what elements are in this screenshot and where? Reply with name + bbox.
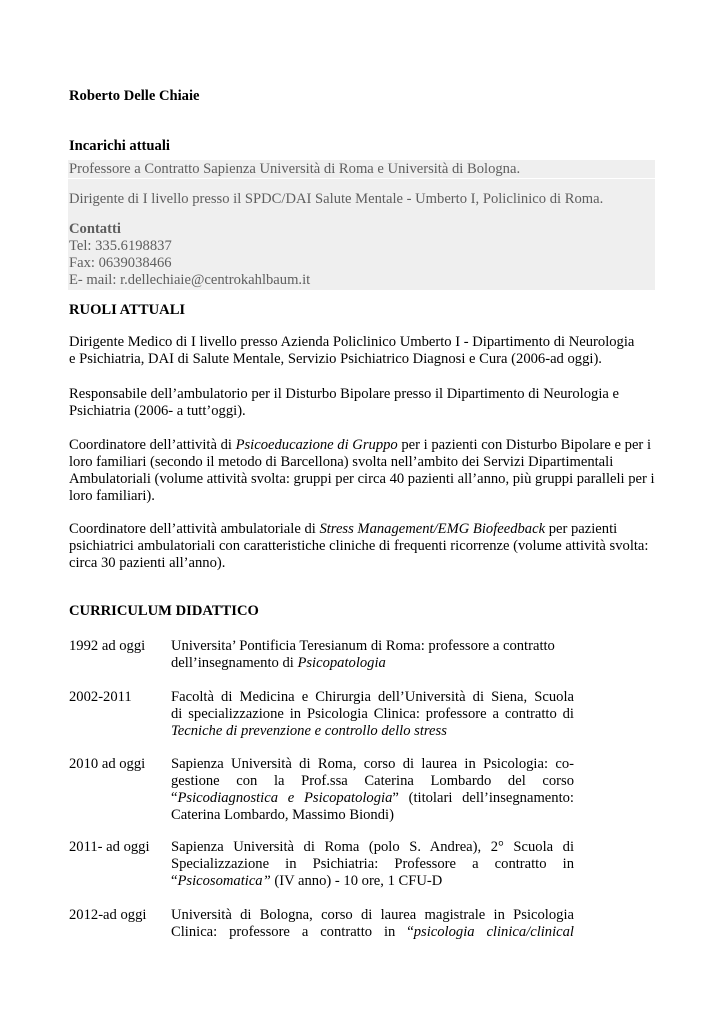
contatti-fax: Fax: 0639038466: [69, 255, 172, 271]
contatti-tel: Tel: 335.6198837: [69, 238, 172, 254]
author-name: Roberto Delle Chiaie: [69, 88, 200, 104]
cv-entry-3-year: 2010 ad oggi: [69, 756, 146, 772]
ruoli-p2-line-1: Responsabile dell’ambulatorio per il Disturbo Bipolare presso il Dipartimento di Neurologia e: [69, 386, 619, 402]
ruoli-p1-line-1: Dirigente Medico di I livello presso Azienda Policlinico Umberto I - Dipartimento di Neurologia: [69, 334, 635, 350]
ruoli-paragraph-3: [69, 437, 657, 505]
incarichi-line-1: Professore a Contratto Sapienza Università di Roma e Università di Bologna.: [69, 161, 521, 177]
contatti-email: E- mail: r.dellechiaie@centrokahlbaum.it: [69, 272, 311, 288]
ruoli-paragraph-4: [69, 521, 657, 572]
cv-entry-1-year: 1992 ad oggi: [69, 638, 146, 654]
ruoli-p3-line-4: loro familiari).: [69, 488, 155, 504]
cv-entry-5-year: 2012-ad oggi: [69, 907, 147, 923]
incarichi-line-2: Dirigente di I livello presso il SPDC/DAI Salute Mentale - Umberto I, Policlinico di Roma.: [69, 191, 604, 207]
ruoli-p1-line-2: e Psichiatria, DAI di Salute Mentale, Servizio Psichiatrico Diagnosi e Cura (2006-ad oggi).: [69, 351, 602, 367]
ruoli-p2-line-2: Psichiatria (2006- a tutt’oggi).: [69, 403, 246, 419]
contatti-title: Contatti: [69, 221, 121, 237]
cv-entry-4-text: Sapienza Università di Roma (polo S. Andrea), 2° Scuola di Specializzazione in Psichiatria: Professore a contratto in “Psicosomatica” (IV anno) - 10 ore, 1 CFU-D: [171, 839, 574, 889]
ruoli-paragraph-2: [69, 386, 657, 420]
curriculum-title: CURRICULUM DIDATTICO: [69, 603, 259, 619]
cv-entry-2-year: 2002-2011: [69, 689, 132, 705]
ruoli-p4-line-1: Coordinatore dell’attività ambulatoriale di Stress Management/EMG Biofeedback per pazienti: [69, 521, 618, 537]
cv-entry-5-text: Università di Bologna, corso di laurea magistrale in Psicologia Clinica: professore a contratto in “psicologia clinica/clinical: [171, 907, 574, 940]
cv-entry-4-year: 2011- ad oggi: [69, 839, 150, 855]
cv-entry-3-text: Sapienza Università di Roma, corso di laurea in Psicologia: co- gestione con la Prof.ssa Caterina Lombardo del corso “Psicodiagnostica e Psicopatologia” (titolari dell’insegnamento: Caterina Lombardo, Massimo Biondi): [171, 756, 574, 823]
ruoli-p3-line-2: loro familiari (secondo il metodo di Barcellona) svolta nell’ambito dei Servizi Dipartimentali: [69, 454, 614, 470]
ruoli-paragraph-1: [69, 334, 657, 368]
ruoli-title: RUOLI ATTUALI: [69, 302, 186, 318]
incarichi-title: Incarichi attuali: [69, 138, 170, 154]
ruoli-p4-line-2: psichiatrici ambulatoriali con caratteristiche cliniche di frequenti ricorrenze (volume attività svolta:: [69, 538, 649, 554]
cv-entry-2-text: Facoltà di Medicina e Chirurgia dell’Università di Siena, Scuola di specializzazione in Psicologia Clinica: professore a contratto di Tecniche di prevenzione e controllo dello stress: [171, 689, 574, 739]
cv-entry-1-text: Universita’ Pontificia Teresianum di Roma: professore a contratto dell’insegnamento di Psicopatologia: [171, 638, 555, 671]
ruoli-p4-line-3: circa 30 pazienti all’anno).: [69, 555, 226, 571]
ruoli-p3-line-3: Ambulatoriali (volume attività svolta: gruppi per circa 40 pazienti all’anno, più gruppi paralleli per i: [69, 471, 655, 487]
ruoli-p3-line-1: Coordinatore dell’attività di Psicoeducazione di Gruppo per i pazienti con Disturbo Bipolare e per i: [69, 437, 652, 453]
